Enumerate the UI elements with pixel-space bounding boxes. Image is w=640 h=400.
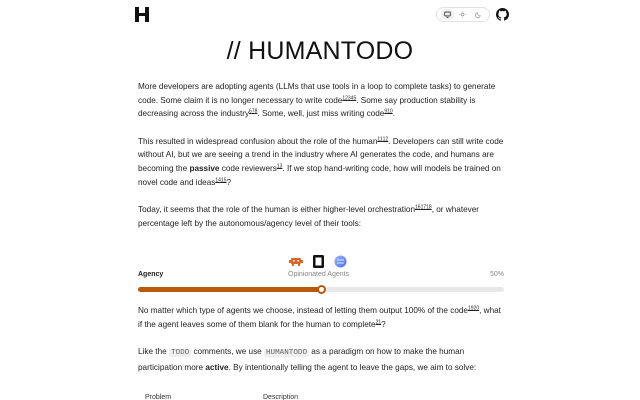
- paragraph-2: [138, 135, 504, 189]
- table-header-problem: Problem: [145, 394, 172, 400]
- text: . Some, well, just miss writing code: [257, 109, 385, 119]
- ref-link-13[interactable]: 13: [276, 163, 283, 170]
- github-icon[interactable]: [496, 8, 509, 21]
- agency-slider-widget: [138, 254, 504, 294]
- paragraph-1: [138, 80, 504, 121]
- agency-percent: 50%: [489, 271, 504, 278]
- ref-link-15[interactable]: 15: [220, 176, 227, 183]
- ref-link-6[interactable]: 6: [249, 108, 252, 115]
- text: This resulted in widespread confusion about the role of the human: [138, 136, 378, 146]
- agency-slider-fill: [138, 287, 321, 292]
- bold-text: active: [205, 362, 229, 372]
- paragraph-3: [138, 203, 504, 230]
- text: .: [392, 109, 395, 119]
- agency-slider-thumb[interactable]: [317, 285, 326, 294]
- text: . Developers can still write code without AI, but we are seeing a trend in the industry where AI generates the code, and humans are becoming the: [138, 136, 504, 173]
- h-logo-icon[interactable]: [135, 7, 149, 22]
- blue-globe-icon[interactable]: [333, 254, 347, 268]
- sun-icon[interactable]: [456, 9, 469, 20]
- humantodo-code: HUMANTODO: [266, 349, 308, 358]
- mode-label: Opinionated Agents: [288, 271, 350, 278]
- text: , what if the agent leaves some of them blank for the human to complete: [138, 306, 501, 329]
- text: code reviewers: [219, 163, 277, 173]
- text: . By intentionally telling the agent to leave the gaps, we aim to solve:: [228, 362, 477, 372]
- ref-link-12[interactable]: 12: [382, 136, 389, 143]
- text: Today, it seems that the role of the human is either higher-level orchestration: [138, 205, 416, 215]
- paragraph-5: [138, 345, 504, 374]
- text: comments, we use: [191, 347, 264, 357]
- ref-link-5[interactable]: 5: [353, 94, 357, 101]
- ref-link-14[interactable]: 14: [215, 176, 221, 183]
- text: , or whatever percentage left by the autonomous/agency level of their tools:: [138, 205, 480, 228]
- text: . If we stop hand-writing code, how will models be trained on novel code and ideas: [138, 163, 501, 187]
- ref-link-18[interactable]: 18: [426, 204, 432, 211]
- table-header-description: Description: [263, 394, 299, 400]
- intro-content: [138, 80, 504, 244]
- ref-link-17[interactable]: 17: [420, 204, 427, 211]
- slider-labels: [138, 271, 504, 281]
- ref-link-1[interactable]: 1: [342, 94, 346, 101]
- text: No matter which type of agents we choose, instead of letting them output 100% of the code: [138, 306, 468, 315]
- bold-text: passive: [189, 163, 220, 173]
- ref-link-19[interactable]: 19: [467, 305, 474, 312]
- ref-link-16[interactable]: 16: [415, 204, 421, 211]
- ref-link-2[interactable]: 2: [345, 94, 348, 101]
- black-square-icon[interactable]: [311, 254, 325, 268]
- text: . Some say production stability is decreasing across the industry: [138, 95, 476, 119]
- moon-icon[interactable]: [472, 9, 485, 20]
- monitor-icon[interactable]: [441, 9, 454, 20]
- ref-link-8[interactable]: 8: [254, 108, 258, 115]
- page-title: // HUMANTODO: [226, 37, 414, 65]
- todo-code: TODO: [170, 349, 190, 358]
- text: ?: [381, 319, 386, 329]
- ref-link-20[interactable]: 20: [473, 305, 480, 312]
- paragraph-4: [138, 304, 504, 331]
- text: More developers are adopting agents (LLMs that use tools in a loop to complete tasks) to generate code. Some claim it is no longer necessary to write code: [138, 82, 496, 105]
- ref-link-9[interactable]: 9: [384, 108, 388, 115]
- ref-link-10[interactable]: 10: [387, 108, 393, 115]
- text: ?: [226, 177, 232, 187]
- agent-icons: [289, 254, 347, 268]
- agency-slider-track[interactable]: [138, 287, 504, 292]
- ref-link-11[interactable]: 11: [377, 136, 383, 143]
- text: Like the: [138, 347, 169, 357]
- ref-link-3[interactable]: 3: [347, 94, 351, 101]
- lower-content: [138, 304, 504, 388]
- text: as a paradigm on how to make the human participation more: [138, 347, 465, 372]
- orange-robot-icon[interactable]: [289, 254, 303, 268]
- ref-link-21[interactable]: 21: [375, 318, 382, 325]
- theme-switcher[interactable]: [436, 7, 490, 22]
- agency-label: Agency: [138, 271, 164, 278]
- ref-link-4[interactable]: 4: [350, 94, 354, 101]
- ref-link-7[interactable]: 7: [251, 108, 255, 115]
